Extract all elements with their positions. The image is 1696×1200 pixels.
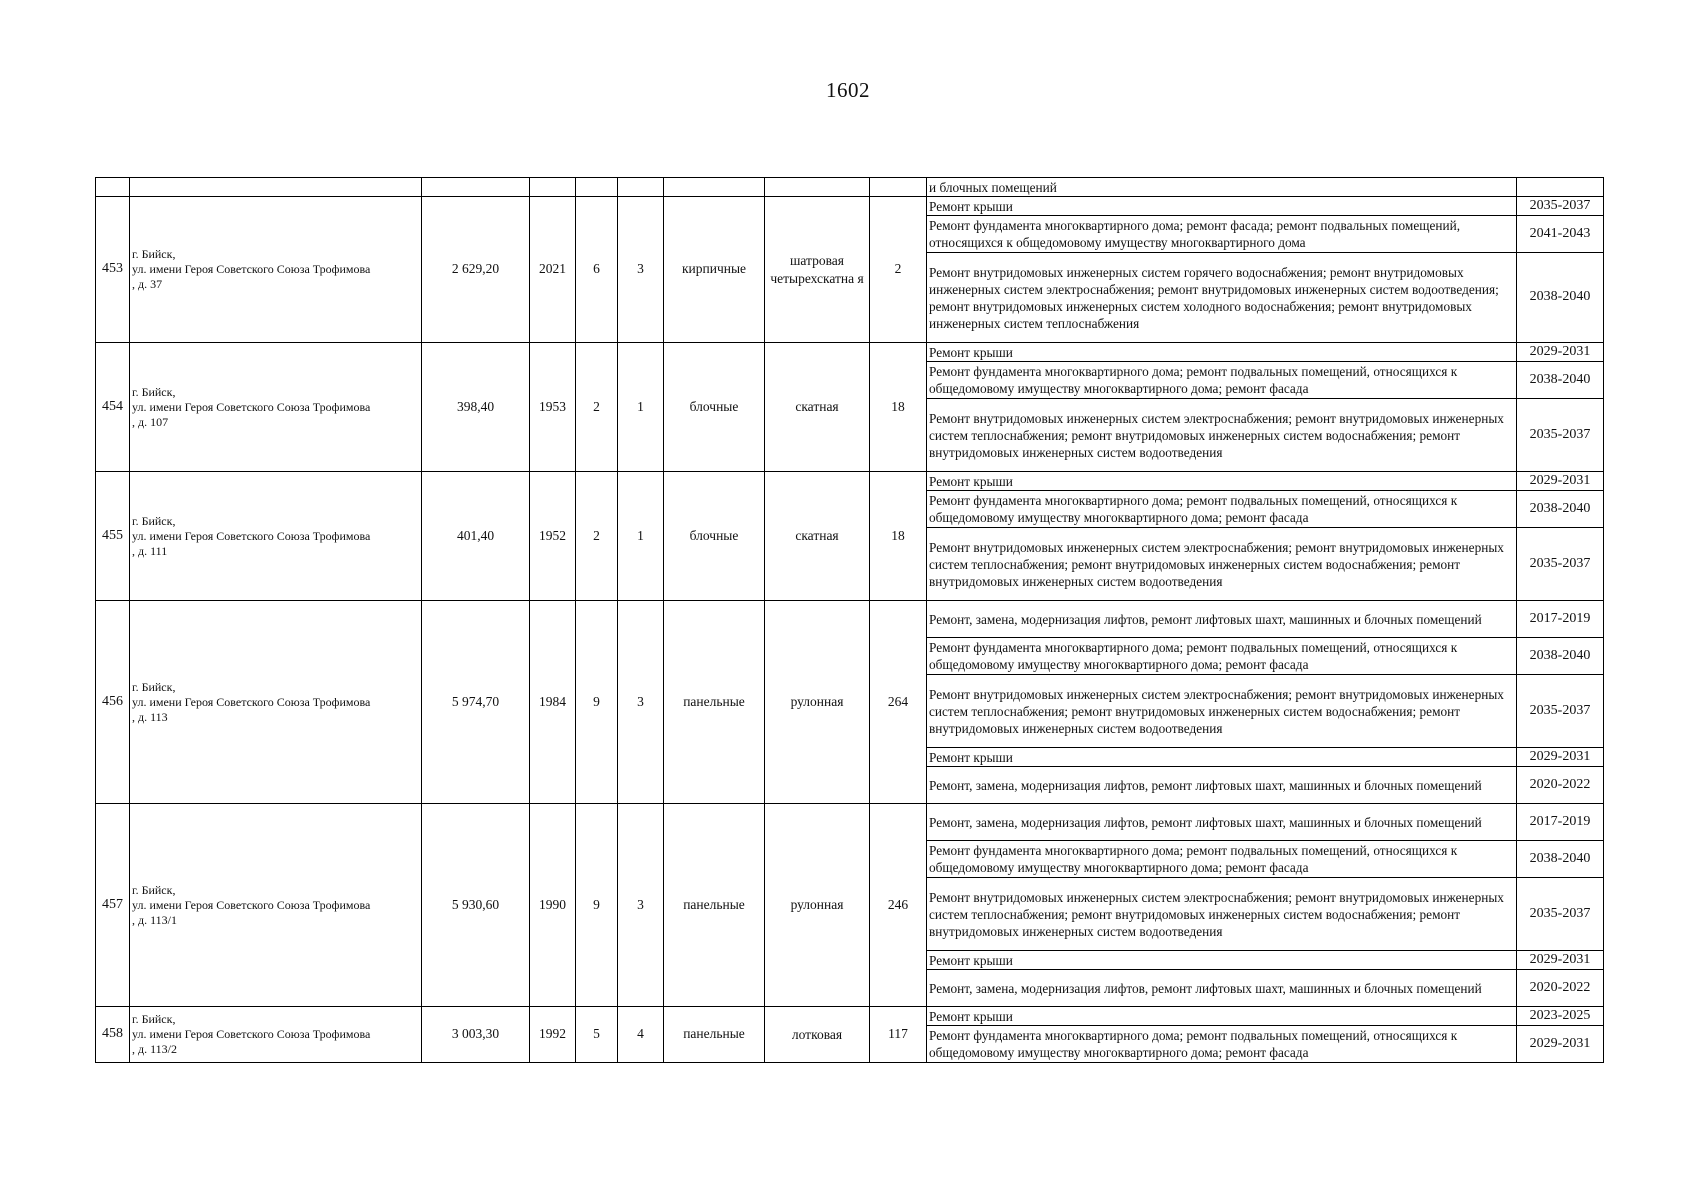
term-cell: 2020-2022 [1517,970,1604,1007]
house-number-cell: 453 [96,197,130,343]
work-type-cell: Ремонт внутридомовых инженерных систем электроснабжения; ремонт внутридомовых инженерных систем теплоснабжения; ремонт внутридомовых инженерных систем водоснабжения; ремонт внутридомовых инженерных систем водоотведения [927,528,1517,601]
work-type-cell: Ремонт фундамента многоквартирного дома; ремонт подвальных помещений, относящихся к общедомовому имуществу многоквартирного дома; ремонт фасада [927,638,1517,675]
term-cell: 2023-2025 [1517,1007,1604,1026]
term-cell: 2035-2037 [1517,399,1604,472]
roof-type-cell: скатная [765,472,870,601]
term-cell: 2029-2031 [1517,748,1604,767]
house-number-cell: 454 [96,343,130,472]
empty-cell [664,178,765,197]
term-cell: 2038-2040 [1517,253,1604,343]
entrances-cell: 3 [618,804,664,1007]
term-cell: 2017-2019 [1517,804,1604,841]
year-cell: 2021 [530,197,576,343]
term-cell: 2029-2031 [1517,343,1604,362]
empty-cell [96,178,130,197]
address-line: ул. имени Героя Советского Союза Трофимова [132,694,371,709]
floors-cell: 6 [576,197,618,343]
address-line: г. Бийск, [132,384,176,399]
work-type-cell: Ремонт крыши [927,1007,1517,1026]
address-line: г. Бийск, [132,1012,176,1026]
address-line: ул. имени Героя Советского Союза Трофимова [132,897,371,912]
term-cell: 2035-2037 [1517,878,1604,951]
year-cell: 1952 [530,472,576,601]
address-line: ул. имени Героя Советского Союза Трофимова [132,262,371,276]
work-type-cell: Ремонт внутридомовых инженерных систем электроснабжения; ремонт внутридомовых инженерных систем теплоснабжения; ремонт внутридомовых инженерных систем водоснабжения; ремонт внутридомовых инженерных систем водоотведения [927,675,1517,748]
house-number-cell: 457 [96,804,130,1007]
term-cell [1517,178,1604,197]
address-line: , д. 107 [132,414,169,429]
term-cell: 2035-2037 [1517,528,1604,601]
work-type-cell: Ремонт крыши [927,197,1517,216]
apartments-cell: 117 [870,1007,927,1063]
roof-type-cell: рулонная [765,804,870,1007]
floors-cell: 5 [576,1007,618,1063]
house-number-cell: 455 [96,472,130,601]
work-type-cell: Ремонт внутридомовых инженерных систем горячего водоснабжения; ремонт внутридомовых инженерных систем электроснабжения; ремонт внутридомовых инженерных систем водоотведения; ремонт внутридомовых инженерных систем холодного водоснабжения; ремонт внутридомовых инженерных систем теплоснабжения [927,253,1517,343]
entrances-cell: 3 [618,197,664,343]
address-line: , д. 37 [132,277,163,291]
year-cell: 1984 [530,601,576,804]
empty-cell [530,178,576,197]
term-cell: 2041-2043 [1517,216,1604,253]
work-type-cell: Ремонт крыши [927,472,1517,491]
wall-material-cell: панельные [664,1007,765,1063]
work-type-cell: Ремонт, замена, модернизация лифтов, ремонт лифтовых шахт, машинных и блочных помещений [927,970,1517,1007]
work-type-cell: Ремонт крыши [927,748,1517,767]
term-cell: 2038-2040 [1517,362,1604,399]
term-cell: 2035-2037 [1517,197,1604,216]
work-type-cell: Ремонт внутридомовых инженерных систем электроснабжения; ремонт внутридомовых инженерных систем теплоснабжения; ремонт внутридомовых инженерных систем водоснабжения; ремонт внутридомовых инженерных систем водоотведения [927,399,1517,472]
address-line: г. Бийск, [132,679,176,694]
term-cell: 2020-2022 [1517,767,1604,804]
apartments-cell: 18 [870,472,927,601]
floors-cell: 9 [576,804,618,1007]
work-type-cell: Ремонт, замена, модернизация лифтов, ремонт лифтовых шахт, машинных и блочных помещений [927,767,1517,804]
term-cell: 2038-2040 [1517,841,1604,878]
wall-material-cell: блочные [664,472,765,601]
empty-cell [576,178,618,197]
address-cell [130,804,422,1007]
address-line: ул. имени Героя Советского Союза Трофимова [132,399,371,414]
address-cell [130,1007,422,1063]
empty-cell [870,178,927,197]
table-body [96,178,1604,1063]
term-cell: 2038-2040 [1517,638,1604,675]
work-type-cell: Ремонт фундамента многоквартирного дома; ремонт фасада; ремонт подвальных помещений, относящихся к общедомовому имуществу многоквартирного дома [927,216,1517,253]
table-row [96,601,1604,638]
address-line: , д. 113/1 [132,912,177,927]
area-cell: 401,40 [422,472,530,601]
table-row [96,197,1604,216]
area-cell: 2 629,20 [422,197,530,343]
address-line: ул. имени Героя Советского Союза Трофимова [132,528,371,543]
wall-material-cell: панельные [664,804,765,1007]
table-row [96,343,1604,362]
entrances-cell: 1 [618,472,664,601]
address-line: , д. 113 [132,709,168,724]
roof-type-cell: рулонная [765,601,870,804]
roof-type-cell: шатровая четырехскатна я [765,197,870,343]
term-cell: 2029-2031 [1517,951,1604,970]
address-cell [130,601,422,804]
empty-cell [130,178,422,197]
roof-type-cell: скатная [765,343,870,472]
area-cell: 5 974,70 [422,601,530,804]
page-number: 1602 [826,78,870,102]
table-row [96,804,1604,841]
year-cell: 1990 [530,804,576,1007]
address-line: , д. 113/2 [132,1042,177,1056]
address-cell [130,197,422,343]
entrances-cell: 4 [618,1007,664,1063]
work-type-cell: Ремонт, замена, модернизация лифтов, ремонт лифтовых шахт, машинных и блочных помещений [927,601,1517,638]
work-type-cell: Ремонт крыши [927,343,1517,362]
term-cell: 2017-2019 [1517,601,1604,638]
wall-material-cell: кирпичные [664,197,765,343]
term-cell: 2038-2040 [1517,491,1604,528]
term-cell: 2035-2037 [1517,675,1604,748]
apartments-cell: 246 [870,804,927,1007]
year-cell: 1953 [530,343,576,472]
work-type-cell: Ремонт фундамента многоквартирного дома; ремонт подвальных помещений, относящихся к общедомовому имуществу многоквартирного дома; ремонт фасада [927,362,1517,399]
repair-program-table [95,177,1604,1063]
work-type-cell: Ремонт внутридомовых инженерных систем электроснабжения; ремонт внутридомовых инженерных систем теплоснабжения; ремонт внутридомовых инженерных систем водоснабжения; ремонт внутридомовых инженерных систем водоотведения [927,878,1517,951]
address-line: г. Бийск, [132,247,176,261]
address-line: г. Бийск, [132,882,176,897]
empty-cell [765,178,870,197]
address-cell [130,472,422,601]
roof-type-cell: лотковая [765,1007,870,1063]
address-cell [130,343,422,472]
wall-material-cell: панельные [664,601,765,804]
empty-cell [618,178,664,197]
work-type-cell: Ремонт фундамента многоквартирного дома; ремонт подвальных помещений, относящихся к общедомовому имуществу многоквартирного дома; ремонт фасада [927,1026,1517,1063]
apartments-cell: 2 [870,197,927,343]
house-number-cell: 456 [96,601,130,804]
address-line: г. Бийск, [132,513,176,528]
work-type-cell: Ремонт фундамента многоквартирного дома; ремонт подвальных помещений, относящихся к общедомовому имуществу многоквартирного дома; ремонт фасада [927,491,1517,528]
apartments-cell: 264 [870,601,927,804]
wall-material-cell: блочные [664,343,765,472]
floors-cell: 2 [576,472,618,601]
area-cell: 398,40 [422,343,530,472]
term-cell: 2029-2031 [1517,472,1604,491]
work-type-cell: и блочных помещений [927,178,1517,197]
year-cell: 1992 [530,1007,576,1063]
entrances-cell: 1 [618,343,664,472]
floors-cell: 2 [576,343,618,472]
address-line: , д. 111 [132,543,168,558]
house-number-cell: 458 [96,1007,130,1063]
floors-cell: 9 [576,601,618,804]
work-type-cell: Ремонт фундамента многоквартирного дома; ремонт подвальных помещений, относящихся к общедомовому имуществу многоквартирного дома; ремонт фасада [927,841,1517,878]
area-cell: 5 930,60 [422,804,530,1007]
work-type-cell: Ремонт крыши [927,951,1517,970]
work-type-cell: Ремонт, замена, модернизация лифтов, ремонт лифтовых шахт, машинных и блочных помещений [927,804,1517,841]
term-cell: 2029-2031 [1517,1026,1604,1063]
address-line: ул. имени Героя Советского Союза Трофимова [132,1027,371,1041]
table-row [96,472,1604,491]
continuation-row [96,178,1604,197]
apartments-cell: 18 [870,343,927,472]
table-row [96,1007,1604,1026]
area-cell: 3 003,30 [422,1007,530,1063]
empty-cell [422,178,530,197]
entrances-cell: 3 [618,601,664,804]
